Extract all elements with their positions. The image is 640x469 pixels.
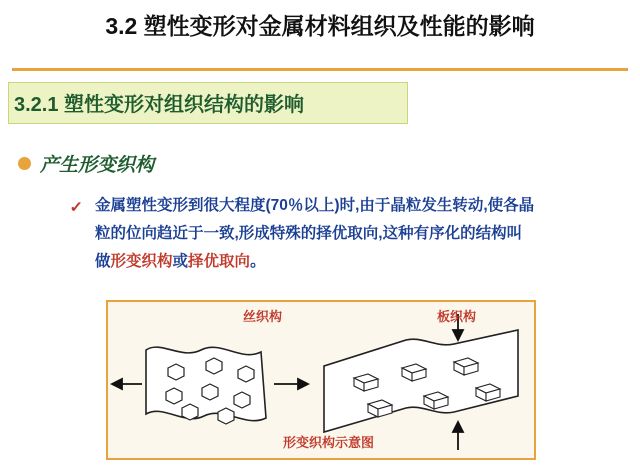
section-heading-text: 3.2.1 塑性变形对组织结构的影响 <box>14 94 305 116</box>
check-mark-icon: ✓ <box>69 199 84 216</box>
paragraph-conjunction: 或 <box>172 253 189 270</box>
body-paragraph <box>95 192 615 276</box>
paragraph-line-2: 粒的位向趋近于一致,形成特殊的择优取向,这种有序化的结构叫 <box>95 225 523 242</box>
figure-label-left: 丝织构 <box>243 309 283 324</box>
paragraph-period: 。 <box>250 253 266 270</box>
paragraph-line-1: 金属塑性变形到很大程度(70％以上)时,由于晶粒发生转动,使各晶 <box>95 197 535 214</box>
figure-caption: 形变织构示意图 <box>283 435 375 450</box>
paragraph-term-1: 形变织构 <box>110 253 173 270</box>
paragraph-term-2: 择优取向 <box>188 253 251 270</box>
figure-label-right: 板织构 <box>437 309 477 324</box>
bullet-dot-icon <box>18 157 31 170</box>
title-divider <box>12 68 628 71</box>
bullet-level1-label: 产生形变织构 <box>40 155 155 176</box>
page-title: 3.2 塑性变形对金属材料组织及性能的影响 <box>105 13 535 39</box>
paragraph-line-3-prefix: 做 <box>95 253 111 270</box>
